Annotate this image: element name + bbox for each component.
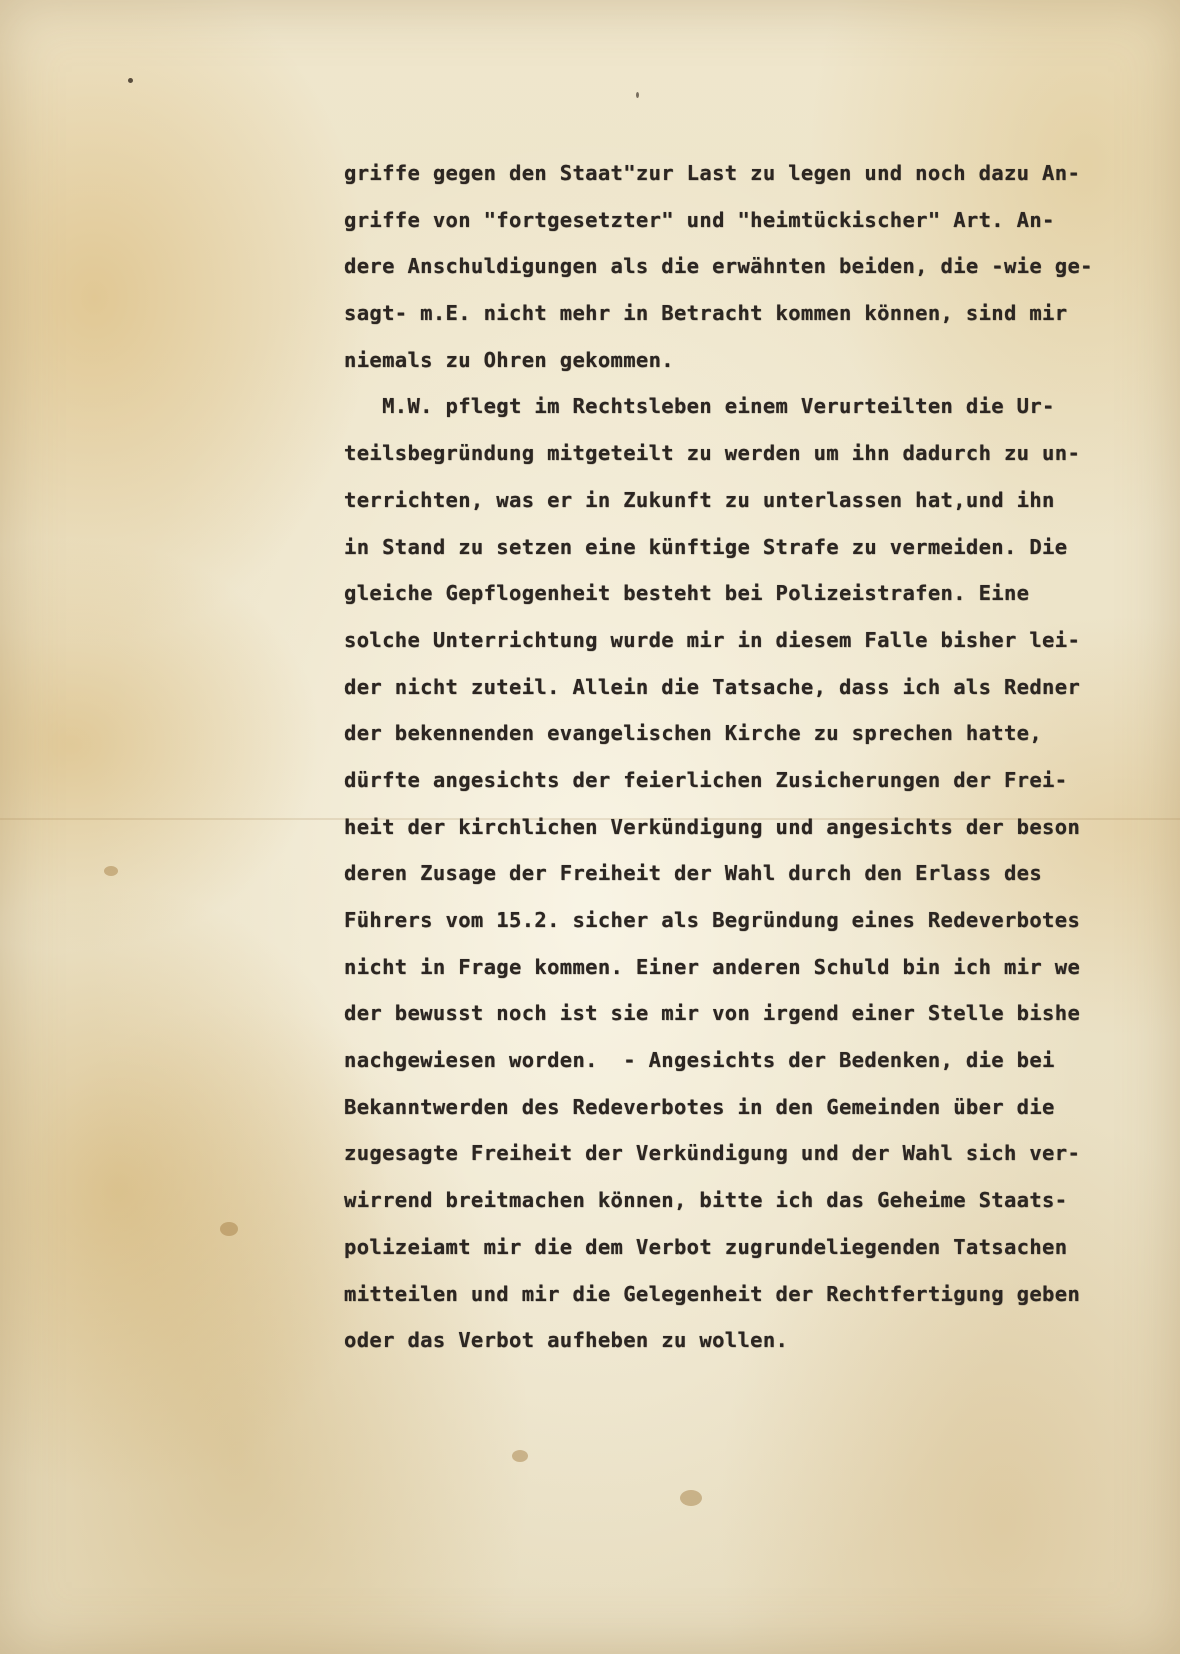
text-line: zugesagte Freiheit der Verkündigung und der Wahl sich ver- [344, 1141, 1081, 1166]
ink-speck [636, 92, 639, 98]
text-line: nachgewiesen worden. - Angesichts der Bedenken, die bei [344, 1048, 1055, 1073]
text-line: mitteilen und mir die Gelegenheit der Rechtfertigung geben [344, 1281, 1081, 1306]
text-line: sagt- m.E. nicht mehr in Betracht kommen können, sind mir [344, 301, 1068, 326]
age-stain [220, 1222, 238, 1236]
text-line: terrichten, was er in Zukunft zu unterlassen hat,und ihn [344, 487, 1055, 512]
text-line: dere Anschuldigungen als die erwähnten beiden, die -wie ge- [344, 254, 1093, 279]
ink-speck [128, 78, 133, 83]
typed-body-text [344, 150, 1180, 1364]
text-line: teilsbegründung mitgeteilt zu werden um ihn dadurch zu un- [344, 441, 1081, 466]
text-line: Führers vom 15.2. sicher als Begründung eines Redeverbotes [344, 908, 1081, 932]
text-line: heit der kirchlichen Verkündigung und angesichts der beson [344, 814, 1081, 839]
text-line: der bewusst noch ist sie mir von irgend einer Stelle bishe [344, 1001, 1081, 1026]
text-line: in Stand zu setzen eine künftige Strafe zu vermeiden. Die [344, 534, 1068, 559]
text-line: oder das Verbot aufheben zu wollen. [344, 1328, 789, 1353]
age-stain [680, 1490, 702, 1506]
text-line: der nicht zuteil. Allein die Tatsache, dass ich als Redner [344, 674, 1081, 699]
text-line: nicht in Frage kommen. Einer anderen Schuld bin ich mir we [344, 954, 1081, 979]
text-line: der bekennenden evangelischen Kirche zu sprechen hatte, [344, 721, 1043, 746]
text-line: gleiche Gepflogenheit besteht bei Polizeistrafen. Eine [344, 581, 1030, 606]
text-line: polizeiamt mir die dem Verbot zugrundeliegenden Tatsachen [344, 1234, 1068, 1259]
text-line: dürfte angesichts der feierlichen Zusicherungen der Frei- [344, 767, 1068, 792]
age-stain [104, 866, 118, 876]
text-line: niemals zu Ohren gekommen. [344, 347, 674, 372]
text-line: deren Zusage der Freiheit der Wahl durch den Erlass des [344, 861, 1043, 886]
text-line: griffe von "fortgesetzter" und "heimtückischer" Art. An- [344, 207, 1055, 232]
text-line: M.W. pflegt im Rechtsleben einem Verurteilten die Ur- [344, 394, 1055, 419]
text-line: wirrend breitmachen können, bitte ich das Geheime Staats- [344, 1188, 1068, 1213]
text-line: griffe gegen den Staat"zur Last zu legen und noch dazu An- [344, 161, 1081, 185]
text-line: Bekanntwerden des Redeverbotes in den Gemeinden über die [344, 1094, 1055, 1119]
age-stain [512, 1450, 528, 1462]
text-line: solche Unterrichtung wurde mir in diesem Falle bisher lei- [344, 627, 1081, 652]
